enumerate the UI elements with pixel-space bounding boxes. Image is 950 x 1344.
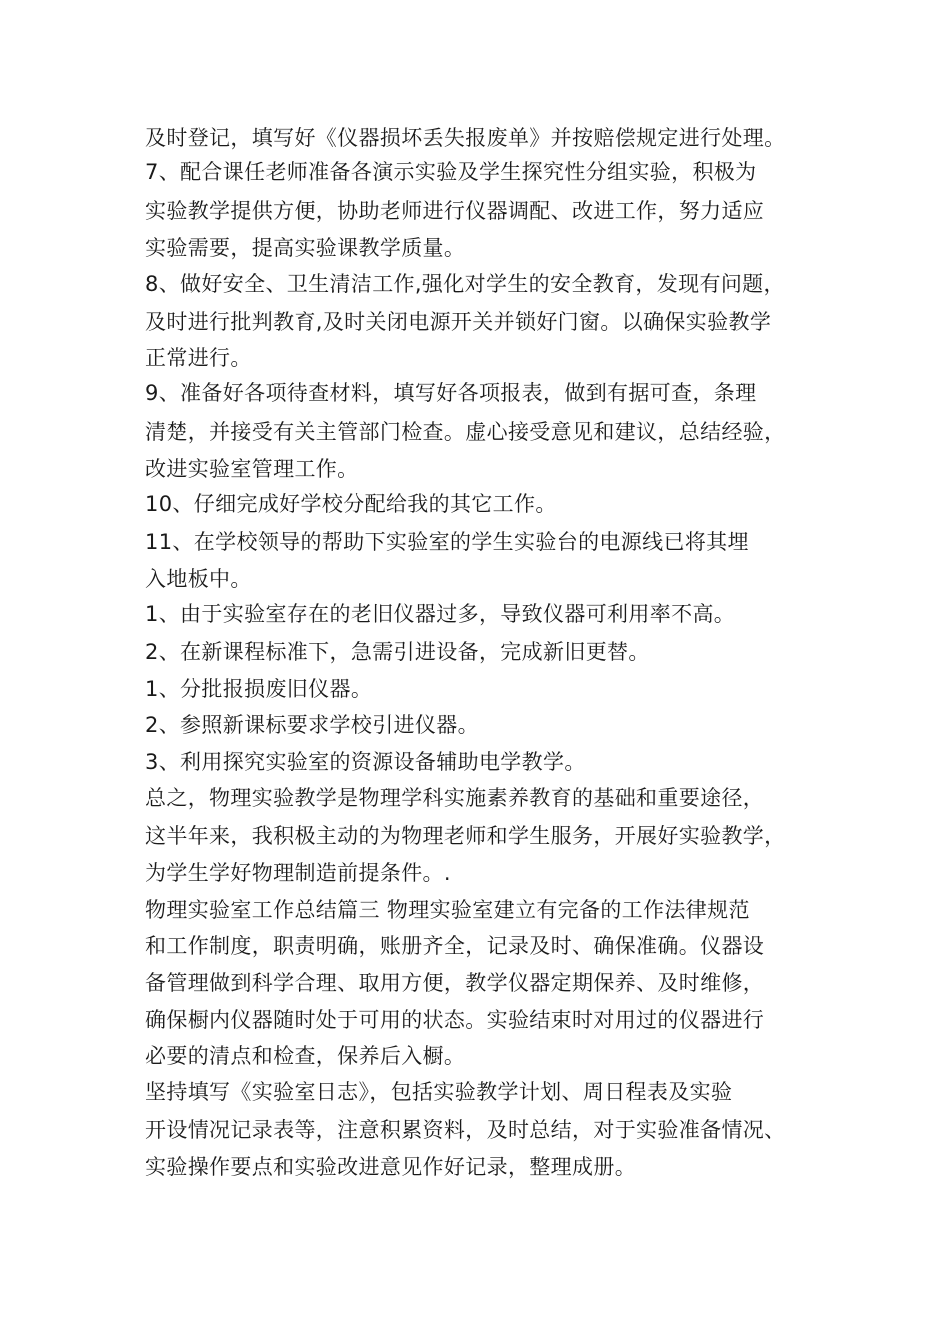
text-line: 8、做好安全、卫生清洁工作,强化对学生的安全教育，发现有问题， [145, 272, 785, 296]
text-line: 物理实验室工作总结篇三 物理实验室建立有完备的工作法律规范 [145, 898, 750, 922]
text-line: 9、准备好各项待查材料，填写好各项报表，做到有据可查，条理 [145, 381, 757, 405]
text-line: 1、分批报损废旧仪器。 [145, 677, 373, 701]
text-line: 必要的清点和检查，保养后入橱。 [145, 1044, 466, 1068]
text-line: 3、利用探究实验室的资源设备辅助电学教学。 [145, 750, 586, 774]
text-line: 实验需要，提高实验课教学质量。 [145, 236, 466, 260]
text-line: 11、在学校领导的帮助下实验室的学生实验台的电源线已将其埋 [145, 530, 749, 554]
text-line: 改进实验室管理工作。 [145, 457, 359, 481]
text-line: 7、配合课任老师准备各演示实验及学生探究性分组实验，积极为 [145, 160, 757, 184]
text-line: 实验教学提供方便，协助老师进行仪器调配、改进工作，努力适应 [145, 199, 765, 223]
text-line: 入地板中。 [145, 567, 252, 591]
text-line: 10、仔细完成好学校分配给我的其它工作。 [145, 492, 557, 516]
text-line: 确保橱内仪器随时处于可用的状态。实验结束时对用过的仪器进行 [145, 1008, 765, 1032]
text-line: 正常进行。 [145, 346, 252, 370]
text-line: 坚持填写《实验室日志》，包括实验教学计划、周日程表及实验 [145, 1080, 733, 1104]
text-line: 清楚，并接受有关主管部门检查。虚心接受意见和建议，总结经验， [145, 420, 786, 444]
text-line: 为学生学好物理制造前提条件。. [145, 861, 451, 885]
text-line: 1、由于实验室存在的老旧仪器过多，导致仪器可利用率不高。 [145, 602, 736, 626]
text-line: 及时登记，填写好《仪器损坏丢失报废单》并按赔偿规定进行处理。 [145, 126, 786, 150]
text-line: 2、在新课程标准下，急需引进设备，完成新旧更替。 [145, 640, 650, 664]
text-line: 备管理做到科学合理、取用方便，教学仪器定期保养、及时维修， [145, 971, 765, 995]
text-line: 及时进行批判教育,及时关闭电源开关并锁好门窗。以确保实验教学 [145, 310, 772, 334]
text-line: 实验操作要点和实验改进意见作好记录，整理成册。 [145, 1155, 637, 1179]
text-line: 2、参照新课标要求学校引进仪器。 [145, 713, 479, 737]
text-line: 和工作制度，职责明确，账册齐全，记录及时、确保准确。仪器设 [145, 934, 765, 958]
text-line: 这半年来，我积极主动的为物理老师和学生服务，开展好实验教学， [145, 824, 786, 848]
text-line: 总之，物理实验教学是物理学科实施素养教育的基础和重要途径， [145, 786, 765, 810]
text-line: 开设情况记录表等，注意积累资料，及时总结，对于实验准备情况、 [145, 1118, 786, 1142]
